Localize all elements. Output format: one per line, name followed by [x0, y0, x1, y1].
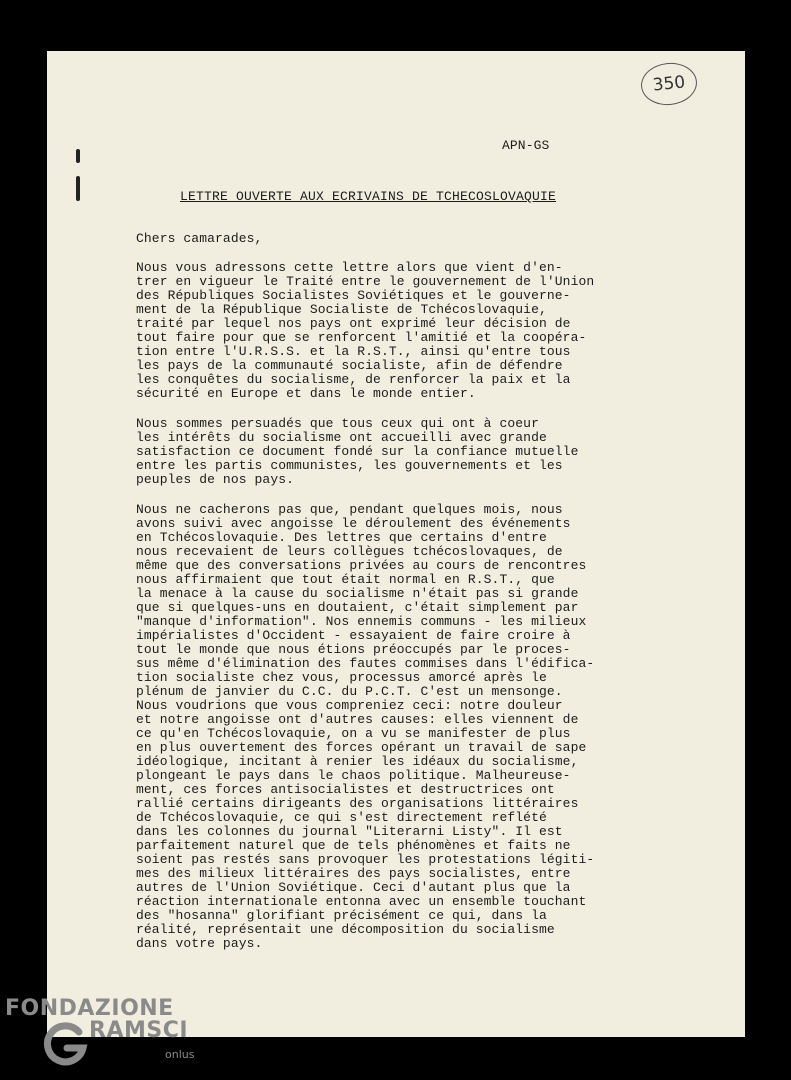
archive-watermark	[5, 996, 205, 1076]
watermark-line-2: RAMSCI	[89, 1018, 189, 1043]
reference-code: APN-GS	[502, 138, 550, 153]
salutation: Chers camarades,	[136, 231, 263, 246]
binding-hole-mark	[76, 149, 80, 163]
letter-body	[136, 261, 676, 967]
gramsci-g-logo-icon	[39, 1018, 91, 1070]
archive-number-stamp: 350	[639, 60, 699, 108]
watermark-line-1: FONDAZIONE	[5, 996, 174, 1021]
watermark-line-3: onlus	[165, 1048, 195, 1061]
document-title: LETTRE OUVERTE AUX ECRIVAINS DE TCHECOSLOVAQUIE	[180, 189, 557, 204]
paragraph-3: Nous ne cacherons pas que, pendant quelques mois, nous avons suivi avec angoisse le déroulement des événements en Tchécoslovaquie. Des lettres que certains d'entre nous recevaient de leurs collègues tchécoslovaques, de même que des conversations privées au cours de rencontres nous affirmaient que tout était normal en R.S.T., que la menace à la cause du socialisme n'était pas si grande que si quelques-uns en doutaient, c'était simplement par "manque d'information". Nos ennemis communs - les milieux impérialistes d'Occident - essayaient de faire croire à tout le monde que nous étions préoccupés par le proces- sus même d'élimination des fautes commises dans l'édifica- tion socialiste chez vous, processus amorcé après le plénum de janvier du C.C. du P.C.T. C'est un mensonge. Nous voudrions que vous compreniez ceci: notre douleur et notre angoisse ont d'autres causes: elles viennent de ce qu'en Tchécoslovaquie, on a vu se manifester de plus en plus ouvertement des forces opérant un travail de sape idéologique, incitant à renier les idéaux du socialisme, plongeant le pays dans le chaos politique. Malheureuse- ment, ces forces antisocialistes et destructrices ont rallié certains dirigeants des organisations littéraires de Tchécoslovaquie, ce qui s'est directement reflété dans les colonnes du journal "Literarni Listy". Il est parfaitement naturel que de tels phénomènes et faits ne soient pas restés sans provoquer les protestations légiti- mes des milieux littéraires des pays socialistes, entre autres de l'Union Soviétique. Ceci d'autant plus que la réaction internationale entonna avec un ensemble touchant des "hosanna" glorifiant précisément ce qui, dans la réalité, représentait une décomposition du socialisme dans votre pays.	[136, 502, 595, 951]
binding-hole-mark	[76, 176, 80, 201]
document-page	[47, 51, 745, 1037]
paragraph-2: Nous sommes persuadés que tous ceux qui ont à coeur les intérêts du socialisme ont accueilli avec grande satisfaction ce document fondé sur la confiance mutuelle entre les partis communistes, les gouvernements et les peuples de nos pays.	[136, 416, 579, 487]
paragraph-1: Nous vous adressons cette lettre alors que vient d'en- trer en vigueur le Traité entre le gouvernement de l'Union des Républiques Socialistes Soviétiques et le gouverne- ment de la République Socialiste de Tchécoslovaquie, traité par lequel nos pays ont exprimé leur décision de tout faire pour que se renforcent l'amitié et la coopéra- tion entre l'U.R.S.S. et la R.S.T., ainsi qu'entre tous les pays de la communauté socialiste, afin de défendre les conquêtes du socialisme, de renforcer la paix et la sécurité en Europe et dans le monde entier.	[136, 260, 595, 401]
